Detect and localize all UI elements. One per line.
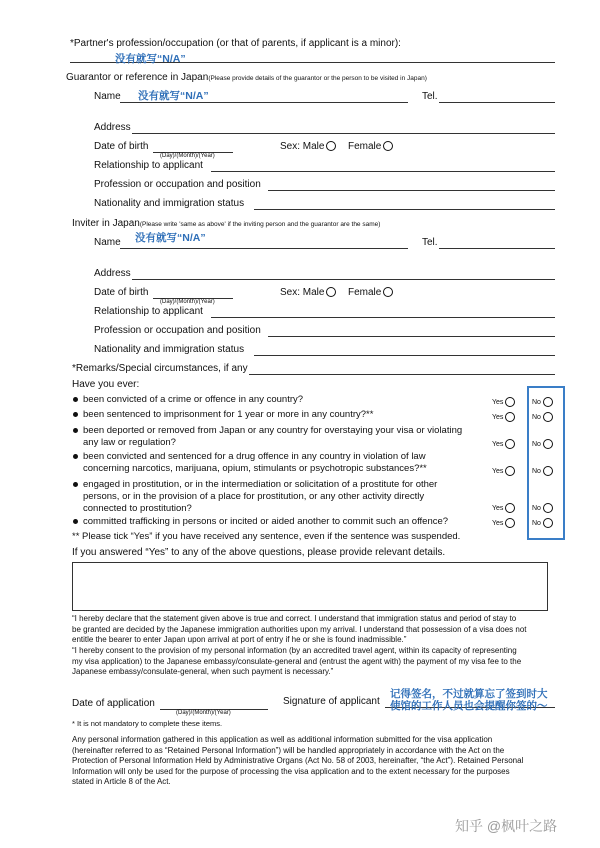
question-2: been sentenced to imprisonment for 1 year or more in any country?** [83,409,374,420]
date-of-application-hint: (Day)/(Month)/(Year) [176,710,231,716]
q4-yes: Yes [492,466,515,476]
guarantor-address-label: Address [94,122,131,133]
inviter-male-radio[interactable] [326,287,336,297]
bullet-icon [73,519,78,524]
inviter-profession-label: Profession or occupation and position [94,325,261,336]
q6-yes: Yes [492,518,515,528]
inviter-profession-line[interactable] [268,336,555,337]
inviter-address-label: Address [94,268,131,279]
guarantor-na-note: 没有就写“N/A” [138,90,209,102]
q3-yes: Yes [492,439,515,449]
inviter-relationship-line[interactable] [211,317,555,318]
q2-yes-radio[interactable] [505,412,515,422]
question-4-line1: been convicted and sentenced for a drug offence in any country in violation of law [83,451,426,462]
details-prompt: If you answered “Yes” to any of the above questions, please provide relevant details. [72,547,446,558]
question-3-line1: been deported or removed from Japan or any country for overstaying your visa or violating [83,425,463,436]
question-5-line1: engaged in prostitution, or in the intermediation or solicitation of a prostitute for other [83,479,438,490]
guarantor-sex-female: Female [348,141,393,152]
guarantor-heading: Guarantor or reference in Japan(Please provide details of the guarantor or the person to be visited in Japan) [66,72,427,83]
guarantor-relationship-label: Relationship to applicant [94,160,203,171]
date-of-application-label: Date of application [72,698,155,709]
bullet-icon [73,428,78,433]
inviter-na-note: 没有就写“N/A” [135,232,206,244]
inviter-tel-label: Tel. [422,237,438,248]
guarantor-dob-label: Date of birth [94,141,149,152]
partner-occupation-label: *Partner's profession/occupation (or that of parents, if applicant is a minor): [70,38,401,49]
guarantor-relationship-line[interactable] [211,171,555,172]
inviter-dob-label: Date of birth [94,287,149,298]
inviter-female-radio[interactable] [383,287,393,297]
q2-no: No [532,412,553,422]
q1-yes-radio[interactable] [505,397,515,407]
inviter-name-line[interactable] [120,248,408,249]
question-5-line2: persons, or in the provision of a place for prostitution, or any other activity directly [83,491,425,502]
remarks-label: *Remarks/Special circumstances, if any [72,363,248,374]
guarantor-sex-male: Sex: Male [280,141,336,152]
q4-no: No [532,466,553,476]
signature-note-line2: 使馆的工作人员也会提醒你签的～ [390,700,548,712]
privacy-paragraph: Any personal information gathered in this application as well as additional information submitted for the visa application (hereinafter referred to as “Retained Personal Information”) will be handled appropriately in accordance with the Act on the Protection of Personal Information Held by Administrative Organs (Act No. 58 of 2003, hereinafter, “the Act”). Retained Personal Information will only be used for the purpose of processing the visa application and to the extent necessary for the purposes stated in Article 8 of the Act. [72,735,524,787]
question-6: committed trafficking in persons or incited or aided another to commit such an offence? [83,516,449,527]
guarantor-tel-line[interactable] [439,102,555,103]
watermark: 知乎 @枫叶之路 [455,818,558,834]
inviter-heading: Inviter in Japan(Please write 'same as above' if the inviting person and the guarantor are the same) [72,218,381,229]
guarantor-name-label: Name [94,91,121,102]
q6-yes-radio[interactable] [505,518,515,528]
q1-no: No [532,397,553,407]
questions-heading: Have you ever: [72,379,140,390]
inviter-nationality-line[interactable] [254,355,555,356]
inviter-tel-line[interactable] [439,248,555,249]
inviter-nationality-label: Nationality and immigration status [94,344,245,355]
question-1: been convicted of a crime or offence in any country? [83,394,304,405]
bullet-icon [73,412,78,417]
inviter-dob-hint: (Day)/(Month)/(Year) [160,299,215,305]
bullet-icon [73,482,78,487]
guarantor-profession-label: Profession or occupation and position [94,179,261,190]
guarantor-nationality-label: Nationality and immigration status [94,198,245,209]
bullet-icon [73,397,78,402]
partner-na-note: 没有就写“N/A” [115,53,186,65]
inviter-sex-male: Sex: Male [280,287,336,298]
signature-note-line1: 记得签名，不过就算忘了签到时大 [390,688,548,700]
q3-no: No [532,439,553,449]
guarantor-nationality-line[interactable] [254,209,555,210]
question-5-line3: connected to prostitution? [83,503,192,514]
bullet-icon [73,454,78,459]
q6-no: No [532,518,553,528]
inviter-address-line[interactable] [132,279,555,280]
remarks-line[interactable] [249,374,555,375]
questions-footnote: ** Please tick “Yes” if you have received any sentence, even if the sentence was suspended. [72,531,461,542]
q4-yes-radio[interactable] [505,466,515,476]
q5-no: No [532,503,553,513]
not-mandatory-note: * It is not mandatory to complete these items. [72,719,223,728]
declaration-paragraph-1: “I hereby declare that the statement given above is true and correct. I understand that immigration status and period of stay to be granted are decided by the Japanese immigration authorities upon my arrival. I understand that possession of a visa does not entitle the bearer to enter Japan upon arrival at port of entry if he or she is found inadmissible.” [72,614,527,645]
guarantor-male-radio[interactable] [326,141,336,151]
q3-yes-radio[interactable] [505,439,515,449]
declaration-paragraph-2: “I hereby consent to the provision of my personal information (by an accredited travel agent, within its capacity of representing my visa application) to the Japanese embassy/consulate-general and (entrust the agent with) the payment of my visa fee to the Japanese embassy/consulate-general, when such payment is necessary.” [72,646,522,677]
guarantor-dob-hint: (Day)/(Month)/(Year) [160,153,215,159]
details-textarea[interactable] [72,562,548,611]
question-3-line2: any law or regulation? [83,437,176,448]
q2-yes: Yes [492,412,515,422]
q1-yes: Yes [492,397,515,407]
signature-label: Signature of applicant [283,696,380,707]
guarantor-female-radio[interactable] [383,141,393,151]
inviter-relationship-label: Relationship to applicant [94,306,203,317]
q5-yes: Yes [492,503,515,513]
inviter-name-label: Name [94,237,121,248]
guarantor-profession-line[interactable] [268,190,555,191]
inviter-sex-female: Female [348,287,393,298]
guarantor-address-line[interactable] [132,133,555,134]
guarantor-tel-label: Tel. [422,91,438,102]
q5-yes-radio[interactable] [505,503,515,513]
no-column-highlight [527,386,565,540]
question-4-line2: concerning narcotics, marijuana, opium, stimulants or psychotropic substances?** [83,463,427,474]
